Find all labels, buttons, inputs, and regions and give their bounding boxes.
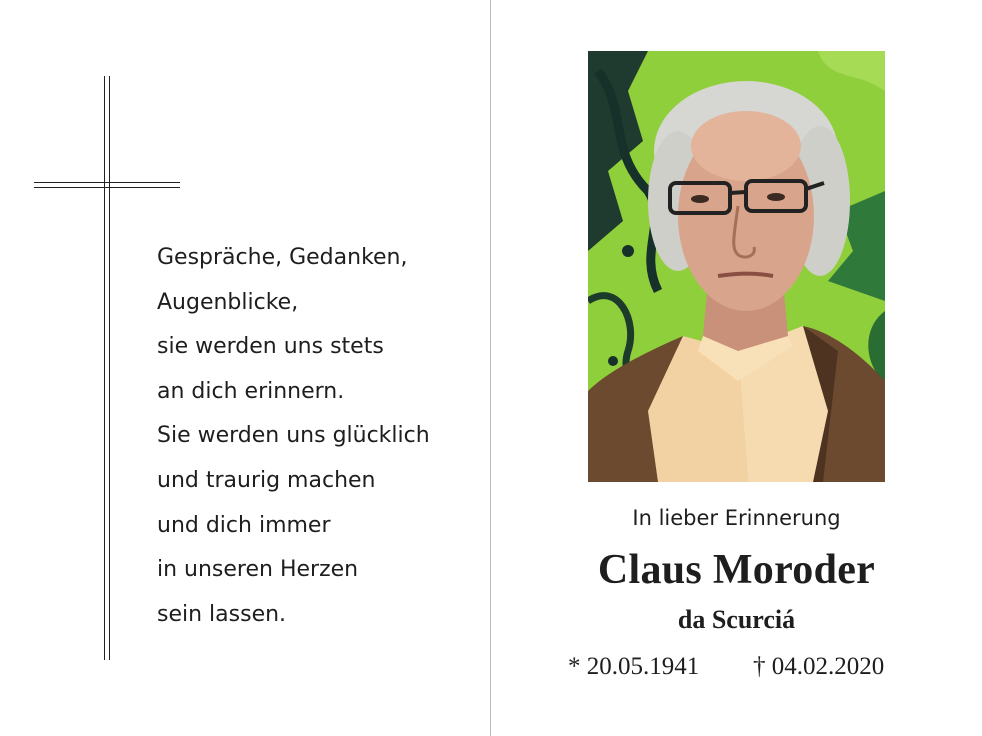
- poem-line: Sie werden uns glücklich: [157, 423, 430, 449]
- poem-line: an dich erinnern.: [157, 378, 345, 404]
- poem: [157, 236, 430, 637]
- portrait-photo: [588, 51, 885, 482]
- deceased-name: Claus Moroder: [597, 547, 876, 593]
- poem-line: sein lassen.: [157, 601, 287, 627]
- poem-line: Augenblicke,: [157, 289, 299, 315]
- house-name: da Scurciá: [677, 605, 796, 634]
- poem-line: sie werden uns stets: [157, 334, 384, 360]
- poem-line: und dich immer: [157, 512, 331, 538]
- memorial-label: In lieber Erinnerung: [632, 506, 841, 530]
- poem-line: Gespräche, Gedanken,: [157, 245, 408, 270]
- poem-line: in unseren Herzen: [157, 557, 359, 583]
- death-date: † 04.02.2020: [753, 653, 885, 680]
- birth-date: * 20.05.1941: [568, 653, 700, 680]
- poem-line: und traurig machen: [157, 467, 376, 493]
